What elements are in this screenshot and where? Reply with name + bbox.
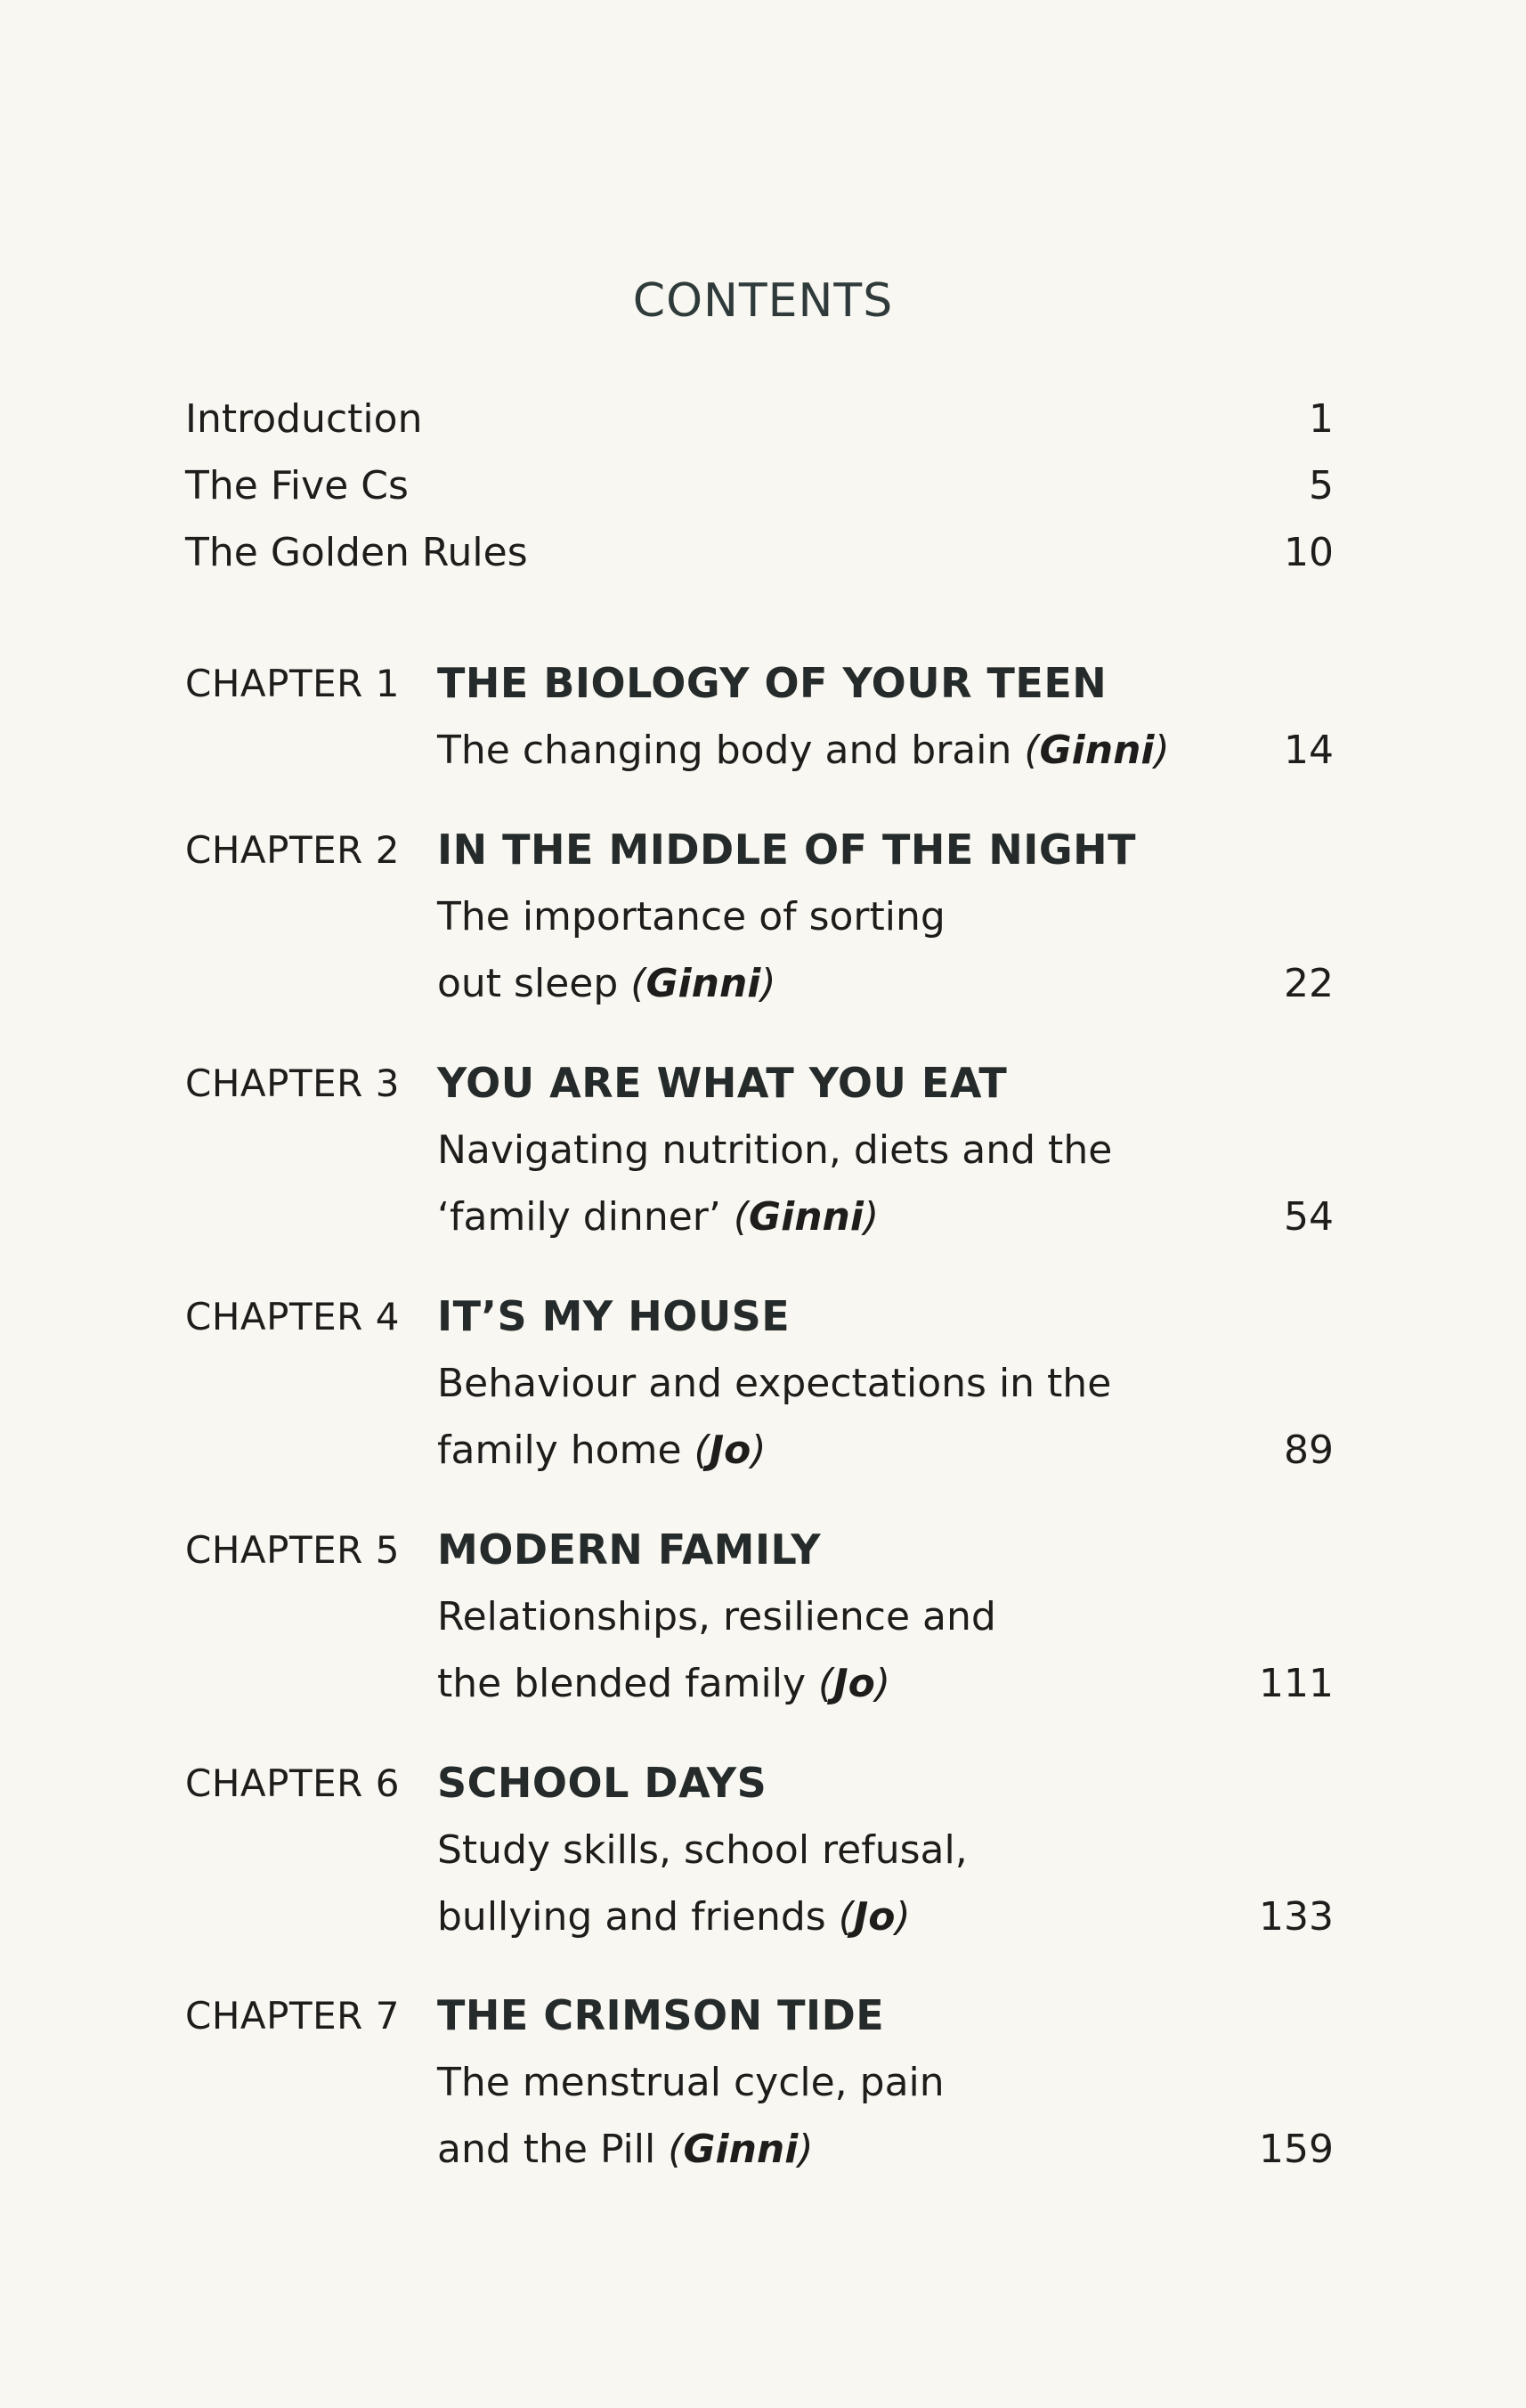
chapter-subtitle <box>437 1184 879 1250</box>
chapter-subtitle-line: Relationships, resilience and <box>437 1594 996 1639</box>
chapter-author-name: Ginni <box>645 961 761 1006</box>
chapter-page: 133 <box>1259 1894 1334 1940</box>
toc-entry-introduction[interactable] <box>185 386 1334 452</box>
chapter-subtitle <box>437 1883 911 1950</box>
chapter-subtitle-line: The changing body and brain <box>437 728 1012 773</box>
chapter-author: (Ginni) <box>630 961 776 1006</box>
chapter-label: CHAPTER 6 <box>185 1761 400 1805</box>
chapter-subtitle-line: The menstrual cycle, pain <box>437 2060 945 2105</box>
chapter-title: IN THE MIDDLE OF THE NIGHT <box>437 826 1137 874</box>
chapter-page: 14 <box>1284 728 1334 773</box>
chapter-subtitle-line: ‘family dinner’ <box>437 1194 721 1240</box>
toc-entry-five-cs[interactable] <box>185 452 1334 519</box>
toc-entry-label: The Golden Rules <box>185 530 528 575</box>
chapter-page: 111 <box>1259 1661 1334 1706</box>
chapter-author-name: Jo <box>853 1894 896 1940</box>
chapter-subtitle-line: Navigating nutrition, diets and the <box>437 1127 1113 1173</box>
chapter-label: CHAPTER 3 <box>185 1062 400 1105</box>
chapter-subtitle-line: The importance of sorting <box>437 894 946 940</box>
chapter-subtitle-line: bullying and friends <box>437 1894 826 1940</box>
chapter-author: (Jo) <box>694 1428 767 1473</box>
chapter-subtitle <box>437 1650 890 1717</box>
chapter-author-name: Ginni <box>749 1194 864 1240</box>
chapter-author-name: Ginni <box>1039 728 1155 773</box>
chapter-author-name: Jo <box>709 1428 751 1473</box>
chapter-title: SCHOOL DAYS <box>437 1759 767 1807</box>
chapter-subtitle-line: out sleep <box>437 961 619 1006</box>
page-title: CONTENTS <box>632 274 894 328</box>
chapter-title: IT’S MY HOUSE <box>437 1292 791 1340</box>
chapter-subtitle-line: the blended family <box>437 1661 807 1706</box>
chapter-title: MODERN FAMILY <box>437 1525 822 1574</box>
chapter-author: (Ginni) <box>733 1194 880 1240</box>
chapter-subtitle <box>437 950 776 1017</box>
chapter-title: THE BIOLOGY OF YOUR TEEN <box>437 659 1108 707</box>
chapter-label: CHAPTER 4 <box>185 1295 400 1338</box>
chapter-subtitle <box>437 717 1170 784</box>
chapter-subtitle-line: Behaviour and expectations in the <box>437 1361 1112 1406</box>
chapter-subtitle <box>437 1417 766 1484</box>
chapter-label: CHAPTER 2 <box>185 828 400 872</box>
chapter-label: CHAPTER 1 <box>185 662 400 705</box>
chapter-subtitle-line: family home <box>437 1428 682 1473</box>
toc-entry-page: 1 <box>1309 396 1334 442</box>
chapter-author: (Ginni) <box>668 2127 814 2172</box>
toc-entry-page: 5 <box>1309 463 1334 508</box>
front-matter-list <box>185 386 1334 586</box>
chapter-label: CHAPTER 5 <box>185 1528 400 1572</box>
chapter-page: 22 <box>1284 961 1334 1006</box>
chapter-author: (Jo) <box>818 1661 890 1706</box>
chapter-title: YOU ARE WHAT YOU EAT <box>437 1059 1008 1107</box>
chapter-author: (Ginni) <box>1024 728 1170 773</box>
chapter-author: (Jo) <box>838 1894 911 1940</box>
chapter-page: 54 <box>1284 1194 1334 1240</box>
chapter-subtitle-line: and the Pill <box>437 2127 656 2172</box>
toc-entry-page: 10 <box>1284 530 1334 575</box>
toc-entry-golden-rules[interactable] <box>185 519 1334 586</box>
chapter-subtitle-line: Study skills, school refusal, <box>437 1827 968 1873</box>
chapter-page: 89 <box>1284 1428 1334 1473</box>
chapter-author-name: Jo <box>833 1661 875 1706</box>
chapter-subtitle <box>437 2116 813 2183</box>
chapter-title: THE CRIMSON TIDE <box>437 1991 885 2039</box>
chapter-page: 159 <box>1259 2127 1334 2172</box>
toc-entry-label: The Five Cs <box>185 463 409 508</box>
chapter-label: CHAPTER 7 <box>185 1994 400 2038</box>
toc-entry-label: Introduction <box>185 396 423 442</box>
chapter-author-name: Ginni <box>683 2127 799 2172</box>
